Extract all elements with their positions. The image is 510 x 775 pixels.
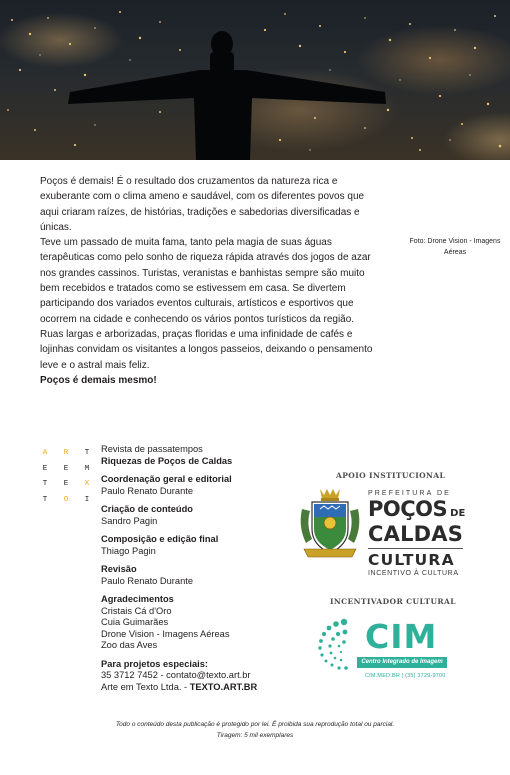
- credit-criacao: [101, 504, 301, 527]
- cultura-word: CULTURA: [368, 551, 455, 570]
- logo-letter: E: [63, 464, 69, 473]
- footer: [0, 720, 510, 741]
- credit-name: Thiago Pagin: [101, 545, 156, 556]
- logo-letter: M: [84, 464, 90, 473]
- credit-name: Cuia Guimarães: [101, 617, 169, 627]
- photo-credit: Foto: Drone Vision - Imagens Aéreas: [409, 238, 501, 256]
- credit-label: Composição e edição final: [101, 534, 219, 544]
- credit-name: Drone Vision - Imagens Aéreas: [101, 628, 230, 639]
- credit-coordenacao: [101, 474, 301, 497]
- incentivo-label: INCENTIVO À CULTURA: [368, 570, 459, 578]
- credit-label: Coordenação geral e editorial: [101, 474, 232, 484]
- logo-row-3: [40, 477, 92, 493]
- company-site: TEXTO.ART.BR: [189, 681, 258, 692]
- divider: [368, 548, 463, 549]
- logo-letter: T: [42, 495, 48, 504]
- intro-paragraph-3: Ruas largas e arborizadas, praças floridas e uma infinidade de cafés e lojinhas convidam os visitantes a longos passeios, deixando o pensamento leve e o astral mais feliz.: [40, 328, 373, 371]
- cim-contact: CIM.MED.BR | (35) 3729-9700: [365, 673, 446, 679]
- pocos-word: POÇOS: [368, 497, 448, 521]
- logo-letter: E: [42, 464, 48, 473]
- incentivador-label: INCENTIVADOR CULTURAL: [330, 597, 456, 606]
- cim-tagline: Centro Integrado de Imagem: [357, 657, 447, 668]
- publication-title: [101, 444, 301, 467]
- logo-letter: E: [63, 480, 69, 489]
- credit-label: Agradecimentos: [101, 594, 174, 604]
- credit-projetos: [101, 659, 301, 694]
- cover-photo: [0, 0, 510, 160]
- prefeitura-logo: [368, 489, 464, 579]
- credits-block: [101, 444, 301, 700]
- credit-agradecimentos: [101, 594, 301, 652]
- intro-paragraph-1: Poços é demais! É o resultado dos cruzamentos da natureza rica e exuberante com o clima ameno e saudável, com os diferentes povos que aqui criaram raízes, de histórias, tradições e sabedorias diversificadas e únicas.: [40, 176, 365, 233]
- credit-composicao: [101, 534, 301, 557]
- logo-letter: T: [84, 449, 90, 457]
- publication-name: Riquezas de Poços de Caldas: [101, 455, 233, 466]
- contact-info: 35 3712 7452 - contato@texto.art.br: [101, 670, 251, 680]
- credit-label: Revisão: [101, 564, 137, 574]
- logo-row-4: [40, 493, 92, 509]
- intro-text: [40, 174, 385, 388]
- caldas-word: CALDAS: [368, 522, 464, 546]
- company-name: Arte em Texto Ltda. -: [101, 681, 190, 692]
- credit-name: Paulo Renato Durante: [101, 485, 193, 496]
- logo-letter: O: [63, 495, 69, 504]
- logo-letter: A: [42, 449, 48, 457]
- logo-row-1: [40, 446, 92, 462]
- arte-em-texto-logo: [40, 446, 96, 508]
- intro-closing: Poços é demais mesmo!: [40, 374, 157, 386]
- pocos-line: [368, 498, 464, 525]
- logo-row-2: [40, 462, 92, 478]
- credit-name: Cristais Cá d'Oro: [101, 605, 172, 616]
- logo-letter: I: [84, 495, 90, 504]
- credit-name: Zoo das Aves: [101, 640, 158, 650]
- cim-wordmark: CIM: [365, 617, 438, 656]
- logo-letter: X: [84, 480, 90, 489]
- de-word: DE: [450, 508, 466, 519]
- logo-letter: T: [42, 480, 48, 489]
- print-run: Tiragem: 5 mil exemplares: [216, 731, 294, 739]
- city-crest-icon: [298, 487, 362, 561]
- night-city-image: [0, 0, 510, 160]
- publication-type: Revista de passatempos: [101, 444, 203, 454]
- intro-paragraph-2: Teve um passado de muita fama, tanto pela magia de suas águas terapêuticas como pelo sonho de riqueza rápida através dos jogos de azar nos grandes cassinos. Turistas, veranistas e banhistas sempre são muito bem recebidos e tratados como se estivessem em casa. Se divertem participando dos variados eventos culturais, artísticos e esportivos que ocorrem na cidade e conhecendo os vários pontos turísticos da região.: [40, 237, 371, 325]
- credit-label: Criação de conteúdo: [101, 504, 193, 514]
- company-line: [101, 682, 301, 694]
- credit-revisao: [101, 564, 301, 587]
- credit-name: Paulo Renato Durante: [101, 575, 193, 586]
- logo-letter: R: [63, 449, 69, 457]
- credit-name: Sandro Pagin: [101, 515, 158, 526]
- prefeitura-label: PREFEITURA DE: [368, 490, 451, 497]
- copyright-notice: Todo o conteúdo desta publicação é protegido por lei. É proibida sua reprodução total ou parcial.: [115, 721, 395, 728]
- apoio-label: APOIO INSTITUCIONAL: [336, 471, 446, 480]
- credit-label: Para projetos especiais:: [101, 658, 208, 669]
